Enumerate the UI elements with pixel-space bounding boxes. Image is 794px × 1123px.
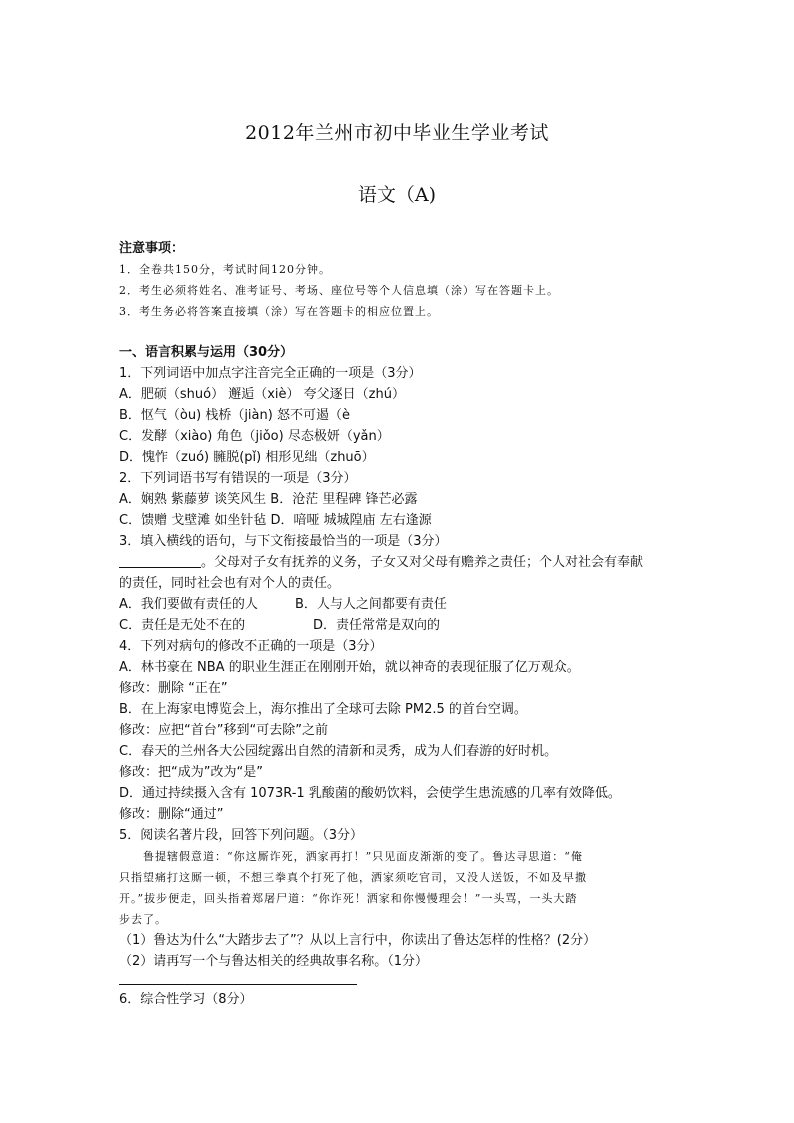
- q5-subquestion-1: （1）鲁达为什么“大踏步去了”？从以上言行中，你读出了鲁达怎样的性格？(2分）: [119, 933, 597, 948]
- q5-passage-line-2: 只指望痛打这厮一顿，不想三拳真个打死了他，洒家须吃官司，又没人送饭，不如及早撒: [119, 871, 587, 884]
- notes-item-1: 1．全卷共150分，考试时间120分钟。: [119, 263, 331, 276]
- q5-stem: 5．阅读名著片段，回答下列问题。（3分）: [119, 828, 364, 843]
- q1-option-b: B．怄气（òu) 栈桥（jiàn) 怒不可遏（è: [119, 408, 350, 423]
- q3-passage-text-1: 。父母对子女有抚养的义务，子女又对父母有赡养之责任；个人对社会有奉献: [201, 555, 644, 570]
- q4-option-d-fix: 修改：删除“通过”: [119, 807, 224, 822]
- section-1-heading: 一、语言积累与运用（30分）: [119, 345, 294, 360]
- q1-stem: 1．下列词语中加点字注音完全正确的一项是（3分）: [119, 366, 422, 381]
- q4-option-b: B．在上海家电博览会上，海尔推出了全球可去除 PM2.5 的首台空调。: [119, 702, 527, 717]
- q2-stem: 2．下列词语书写有错误的一项是（3分）: [119, 471, 357, 486]
- q5-subquestion-2: （2）请再写一个与鲁达相关的经典故事名称。（1分）: [119, 954, 429, 969]
- q3-stem: 3．填入横线的语句，与下文衔接最恰当的一项是（3分）: [119, 534, 448, 549]
- q3-option-a: A．我们要做有责任的人: [119, 597, 258, 612]
- q3-options-ab: [119, 594, 679, 615]
- notes-item-3: 3．考生务必将答案直接填（涂）写在答题卡的相应位置上。: [119, 305, 439, 318]
- notes-heading: 注意事项：: [119, 241, 185, 256]
- q1-option-c: C．发酵（xiào) 角色（jiǒo) 尽态极妍（yǎn）: [119, 429, 390, 444]
- q3-passage-line-2: 的责任，同时社会也有对个人的责任。: [119, 576, 341, 591]
- q4-stem: 4．下列对病句的修改不正确的一项是（3分）: [119, 639, 383, 654]
- q2-options-cd: C．馈赠 戈壁滩 如坐针毡 D．喑哑 城城隍庙 左右逢源: [119, 513, 432, 528]
- q4-option-a-fix: 修改：删除 “正在”: [119, 681, 228, 696]
- exam-content: [119, 238, 679, 1010]
- q5-passage-line-1: 鲁提辖假意道：“你这厮诈死，洒家再打！”只见面皮渐渐的变了。鲁达寻思道：“俺: [143, 850, 583, 863]
- q4-option-b-fix: 修改：应把“首台”移到“可去除”之前: [119, 723, 328, 738]
- q2-options-ab: A．娴熟 紫藤萝 谈笑风生 B．沧茫 里程碑 锋芒必露: [119, 492, 418, 507]
- q3-option-d: D．责任常常是双向的: [313, 618, 441, 633]
- q3-option-b: B．人与人之间都要有责任: [295, 597, 447, 612]
- q1-option-d: D．愧怍（zuó) 臃脱(pǐ) 相形见绌（zhuō）: [119, 450, 375, 465]
- q6-stem: 6．综合性学习（8分）: [119, 992, 253, 1007]
- answer-blank: [119, 553, 201, 568]
- q4-option-c: C．春天的兰州各大公园绽露出自然的清新和灵秀，成为人们春游的好时机。: [119, 744, 558, 759]
- page-subtitle: 语文（A): [357, 184, 437, 206]
- q3-option-c: C．责任是无处不在的: [119, 618, 246, 633]
- q3-passage-line-1: [119, 552, 679, 573]
- q4-option-a: A．林书豪在 NBA 的职业生涯正在刚刚开始，就以神奇的表现征服了亿万观众。: [119, 660, 580, 675]
- q5-passage-line-4: 步去了。: [119, 913, 167, 926]
- page-title: 2012年兰州市初中毕业生学业考试: [245, 122, 549, 144]
- q3-options-cd: [119, 615, 679, 636]
- footnote-divider: [119, 984, 357, 985]
- q4-option-d: D．通过持续摄入含有 1073R-1 乳酸菌的酸奶饮料，会使学生患流感的几率有效降低。: [119, 786, 621, 801]
- q5-passage-line-3: 开。”拔步便走，回头指着郑屠尸道：“你诈死！洒家和你慢慢理会！”一头骂，一头大踏: [119, 892, 578, 905]
- notes-item-2: 2．考生必须将姓名、准考证号、考场、座位号等个人信息填（涂）写在答题卡上。: [119, 284, 559, 297]
- q1-option-a: A．肥硕（shuó） 邂逅（xiè） 夸父逐日（zhú）: [119, 387, 405, 402]
- q4-option-c-fix: 修改：把“成为”改为“是”: [119, 765, 263, 780]
